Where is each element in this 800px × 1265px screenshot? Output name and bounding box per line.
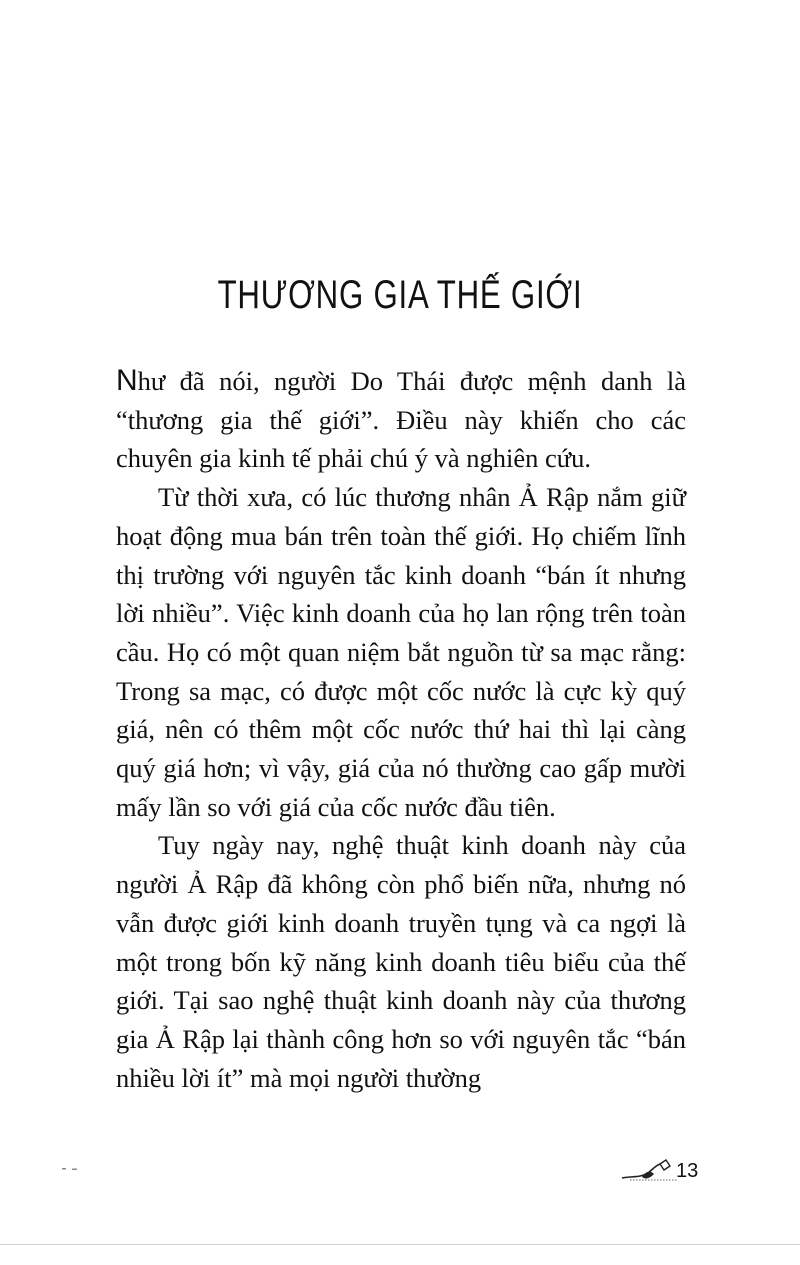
footer-ornament-icon	[620, 1156, 680, 1186]
paragraph-1-text: hư đã nói, người Do Thái được mệnh danh là “thương gia thế giới”. Điều này khiến cho các chuyên gia kinh tế phải chú ý và nghiên cứu.	[116, 366, 686, 474]
page-number: 13	[676, 1160, 699, 1182]
page-speck	[60, 1166, 84, 1172]
paragraph-1	[116, 362, 686, 478]
drop-cap: N	[116, 364, 138, 397]
body-text	[116, 362, 686, 1097]
bottom-edge	[0, 1244, 800, 1245]
paragraph-2: Từ thời xưa, có lúc thương nhân Ả Rập nắm giữ hoạt động mua bán trên toàn thế giới. Họ chiếm lĩnh thị trường với nguyên tắc kinh doanh “bán ít nhưng lời nhiều”. Việc kinh doanh của họ lan rộng trên toàn cầu. Họ có một quan niệm bắt nguồn từ sa mạc rằng: Trong sa mạc, có được một cốc nước là cực kỳ quý giá, nên có thêm một cốc nước thứ hai thì lại càng quý giá hơn; vì vậy, giá của nó thường cao gấp mười mấy lần so với giá của cốc nước đầu tiên.	[116, 482, 686, 822]
chapter-title: THƯƠNG GIA THẾ GIỚI	[217, 272, 583, 317]
paragraph-3: Tuy ngày nay, nghệ thuật kinh doanh này của người Ả Rập đã không còn phổ biến nữa, nhưng nó vẫn được giới kinh doanh truyền tụng và ca ngợi là một trong bốn kỹ năng kinh doanh tiêu biểu của thế giới. Tại sao nghệ thuật kinh doanh này của thương gia Ả Rập lại thành công hơn so với nguyên tắc “bán nhiều lời ít” mà mọi người thường	[116, 830, 686, 1093]
